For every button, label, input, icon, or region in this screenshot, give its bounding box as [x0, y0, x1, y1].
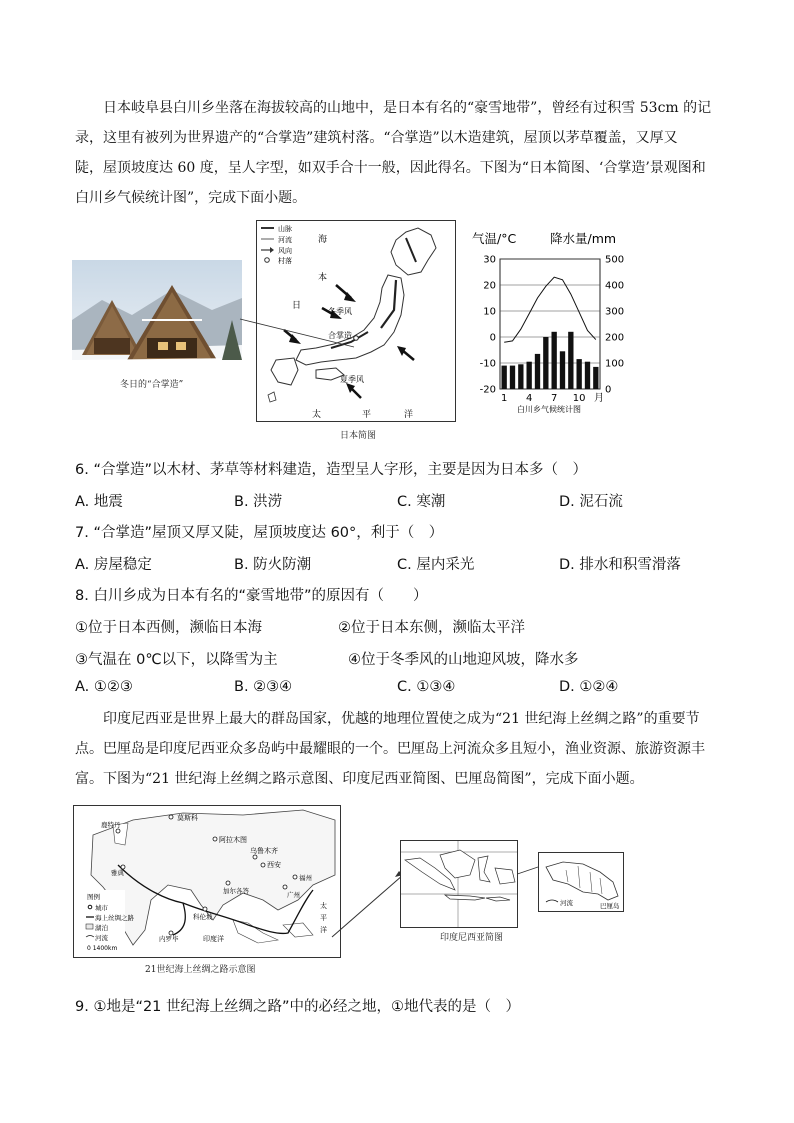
bali-map — [538, 852, 624, 912]
indonesia-map — [400, 840, 518, 928]
precipitation-bar — [577, 359, 582, 389]
precipitation-bar — [560, 351, 565, 389]
chart-ytick-left: -20 — [479, 384, 496, 396]
city-guangzhou: 广州 — [287, 891, 300, 899]
precipitation-bar — [585, 362, 590, 389]
city-xian: 西安 — [267, 861, 281, 869]
city-colombo: 科伦坡 — [193, 913, 213, 921]
precipitation-bar — [527, 362, 532, 389]
chart-ytick-right: 400 — [605, 280, 625, 292]
precipitation-bar — [568, 332, 573, 389]
passage1-line: 录，这里有被列为世界遗产的“合掌造”建筑村落。“合掌造”以木造建筑，屋顶以茅草覆盖，又厚又 — [75, 130, 678, 146]
label-ri: 日 — [292, 301, 302, 311]
label-yang: 洋 — [404, 410, 414, 420]
q8-option-b[interactable]: B. ②③④ — [234, 679, 293, 695]
city-moscow: 莫斯科 — [177, 814, 198, 822]
chart-xtick: 10 — [572, 393, 586, 404]
q6-stem: 6. “合掌造”以木材、茅草等材料建造，造型呈人字形，主要是因为日本多（ ） — [75, 462, 587, 478]
label-tai: 太 — [312, 410, 322, 420]
indo-caption: 印度尼西亚简图 — [440, 933, 504, 943]
map-pointer-line — [236, 315, 366, 355]
silk-caption: 21世纪海上丝绸之路示意图 — [145, 965, 256, 975]
climate-chart — [470, 225, 640, 420]
chart-xtick: 7 — [550, 393, 558, 404]
label-summer: 夏季风 — [340, 375, 364, 384]
q8-statement-3: ③气温在 0℃以下，以降雪为主 — [75, 652, 278, 668]
legend2-city: 城市 — [95, 904, 108, 912]
q8-statement-2: ②位于日本东侧，濒临太平洋 — [338, 620, 525, 636]
city-fuzhou: 福州 — [299, 874, 312, 882]
chart-ytick-right: 0 — [605, 384, 612, 396]
label-ping: 平 — [362, 410, 372, 420]
legend2-river: 河流 — [95, 934, 108, 942]
precipitation-bar — [593, 367, 598, 389]
precipitation-bar — [543, 337, 548, 389]
legend-mountain: 山脉 — [278, 225, 292, 233]
label-ben: 本 — [318, 273, 328, 283]
city-athens: 雅典 — [111, 869, 124, 877]
passage2-line: 印度尼西亚是世界上最大的群岛国家，优越的地理位置使之成为“21 世纪海上丝绸之路”的重要节 — [103, 711, 700, 727]
chart-x-suffix: 月 — [594, 393, 604, 404]
passage1-line: 白川乡气候统计图”，完成下面小题。 — [75, 190, 307, 206]
legend-wind: 风向 — [278, 247, 292, 255]
legend2-lake: 湖泊 — [95, 924, 108, 932]
legend2-title: 图例 — [87, 893, 100, 901]
passage1 — [75, 93, 725, 213]
chart-ytick-right: 300 — [605, 306, 625, 318]
bali-river-label: 河流 — [560, 899, 573, 907]
q6-option-c[interactable]: C. 寒潮 — [397, 494, 446, 510]
chart-ytick-left: 20 — [483, 280, 496, 292]
chart-ytick-left: 10 — [483, 306, 496, 318]
q7-stem: 7. “合掌造”屋顶又厚又陡，屋顶坡度达 60°，利于（ ） — [75, 525, 444, 541]
legend2-route: 海上丝绸之路 — [95, 914, 134, 922]
passage1-line: 陡，屋顶坡度达 60 度，呈人字型，如双手合十一般，因此得名。下图为“日本简图、‘合掌造’景观图和 — [75, 160, 706, 176]
chart-xtick: 4 — [525, 393, 533, 404]
chart-ytick-left: 0 — [489, 332, 496, 344]
precipitation-bar — [502, 366, 507, 389]
chart-ylabel-left: 气温/°C — [472, 231, 517, 246]
city-kolkata: 加尔各答 — [223, 887, 249, 895]
precipitation-bar — [518, 364, 523, 389]
label-tai2: 太 — [320, 902, 327, 910]
precipitation-bar — [510, 366, 515, 389]
label-winter: 冬季风 — [328, 307, 352, 316]
city-nairobi: 内罗毕 — [159, 935, 179, 943]
silk-road-map — [73, 805, 341, 958]
q9-stem: 9. ①地是“21 世纪海上丝绸之路”中的必经之地，①地代表的是（ ） — [75, 999, 521, 1015]
q8-option-a[interactable]: A. ①②③ — [75, 679, 133, 695]
q7-option-a[interactable]: A. 房屋稳定 — [75, 557, 152, 573]
precipitation-bar — [535, 354, 540, 389]
label-hai: 海 — [318, 235, 328, 245]
chart-ytick-right: 500 — [605, 254, 625, 266]
label-yang2: 洋 — [320, 926, 327, 934]
q7-option-d[interactable]: D. 排水和积雪滑落 — [559, 557, 681, 573]
passage2 — [75, 704, 725, 794]
q7-option-b[interactable]: B. 防火防潮 — [234, 557, 312, 573]
q8-stem: 8. 白川乡成为日本有名的“豪雪地带”的原因有（ ） — [75, 588, 428, 604]
passage2-line: 点。巴厘岛是印度尼西亚众多岛屿中最耀眼的一个。巴厘岛上河流众多且短小，渔业资源、旅游资源丰 — [75, 741, 705, 757]
passage1-line: 日本岐阜县白川乡坐落在海拔较高的山地中，是日本有名的“豪雪地带”，曾经有过积雪 53cm 的记 — [103, 100, 712, 116]
legend2-scale: 0 1400km — [87, 945, 118, 952]
city-urumqi: 乌鲁木齐 — [250, 847, 278, 855]
chart-xtick: 1 — [500, 393, 508, 404]
q8-option-c[interactable]: C. ①③④ — [397, 679, 456, 695]
chart-ytick-left: -10 — [479, 358, 496, 370]
passage2-line: 富。下图为“21 世纪海上丝绸之路示意图、印度尼西亚简图、巴厘岛简图”，完成下面小题。 — [75, 771, 644, 787]
precipitation-bar — [552, 332, 557, 389]
q8-option-d[interactable]: D. ①②④ — [559, 679, 619, 695]
q6-option-a[interactable]: A. 地震 — [75, 494, 123, 510]
chart-ytick-right: 200 — [605, 332, 625, 344]
label-ping2: 平 — [320, 914, 327, 922]
q7-option-c[interactable]: C. 屋内采光 — [397, 557, 475, 573]
photo-caption: 冬日的“合掌造” — [120, 380, 184, 390]
legend-river: 河流 — [278, 236, 292, 244]
city-almaty: 阿拉木图 — [219, 836, 247, 844]
chart-ytick-left: 30 — [483, 254, 496, 266]
q6-option-b[interactable]: B. 洪涝 — [234, 494, 283, 510]
legend-village: 村落 — [278, 257, 292, 265]
map-caption: 日本简图 — [340, 431, 377, 441]
bali-name-label: 巴厘岛 — [600, 902, 620, 910]
city-rotterdam: 鹿特丹 — [101, 821, 121, 829]
chart-title: 白川乡气候统计图 — [517, 405, 581, 414]
q8-statement-4: ④位于冬季风的山地迎风坡，降水多 — [348, 652, 579, 668]
q8-statement-1: ①位于日本西侧，濒临日本海 — [75, 620, 262, 636]
gassho-photo — [72, 260, 242, 373]
q6-option-d[interactable]: D. 泥石流 — [559, 494, 623, 510]
label-village: 合掌造 — [328, 331, 352, 340]
chart-ylabel-right: 降水量/mm — [550, 231, 617, 246]
label-indian-ocean: 印度洋 — [203, 935, 224, 943]
chart-ytick-right: 100 — [605, 358, 625, 370]
